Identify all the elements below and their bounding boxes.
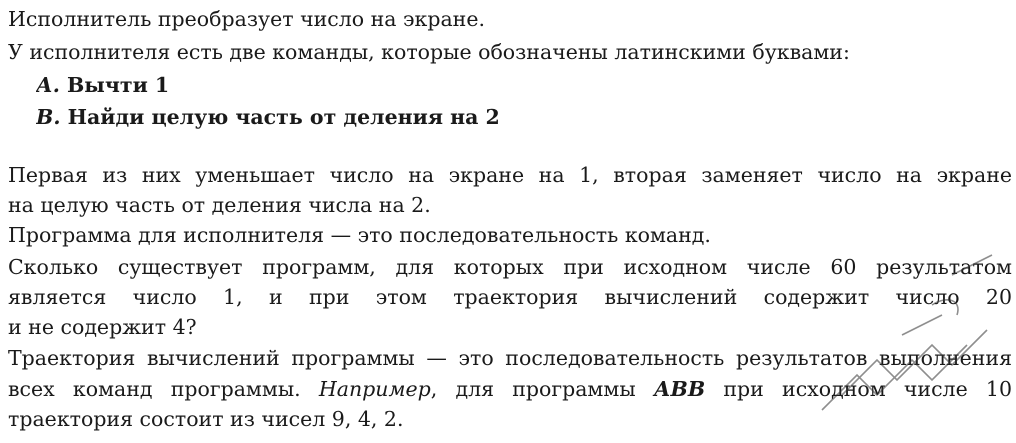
paragraph-1-line-2: на целую часть от деления числа на 2.: [8, 193, 431, 217]
intro-line-2: У исполнителя есть две команды, которые обозначены латинскими буквами:: [8, 40, 850, 64]
command-a-text: Вычти 1: [59, 73, 170, 97]
question-line-2: является число 1, и при этом траектория вычислений содержит число 20: [8, 285, 1012, 309]
command-a-letter: А.: [36, 73, 60, 97]
paragraph-2-line-1: Программа для исполнителя — это последовательность команд.: [8, 223, 711, 247]
command-b-letter: В.: [36, 105, 61, 129]
definition-line-2-end: при исходном числе 10: [705, 377, 1012, 401]
intro-line-1: Исполнитель преобразует число на экране.: [8, 7, 485, 31]
definition-line-3: траектория состоит из чисел 9, 4, 2.: [8, 407, 404, 431]
paragraph-1-line-1: Первая из них уменьшает число на экране на 1, вторая заменяет число на экране: [8, 163, 1012, 187]
command-b: [36, 104, 936, 130]
question-line-3: и не содержит 4?: [8, 315, 197, 339]
definition-line-2-start: всех команд программы.: [8, 377, 319, 401]
command-b-text: Найди целую часть от деления на 2: [60, 105, 500, 129]
question-line-1: Сколько существует программ, для которых при исходном числе 60 результатом: [8, 255, 1012, 279]
definition-line-1: Траектория вычислений программы — это последовательность результатов выполнения: [8, 346, 1012, 370]
watermark-icon: [782, 245, 1012, 435]
command-a: [36, 72, 936, 98]
example-program: АВВ: [653, 377, 706, 401]
example-word: Например: [318, 377, 431, 401]
definition-line-2-mid: , для программы: [430, 377, 654, 401]
